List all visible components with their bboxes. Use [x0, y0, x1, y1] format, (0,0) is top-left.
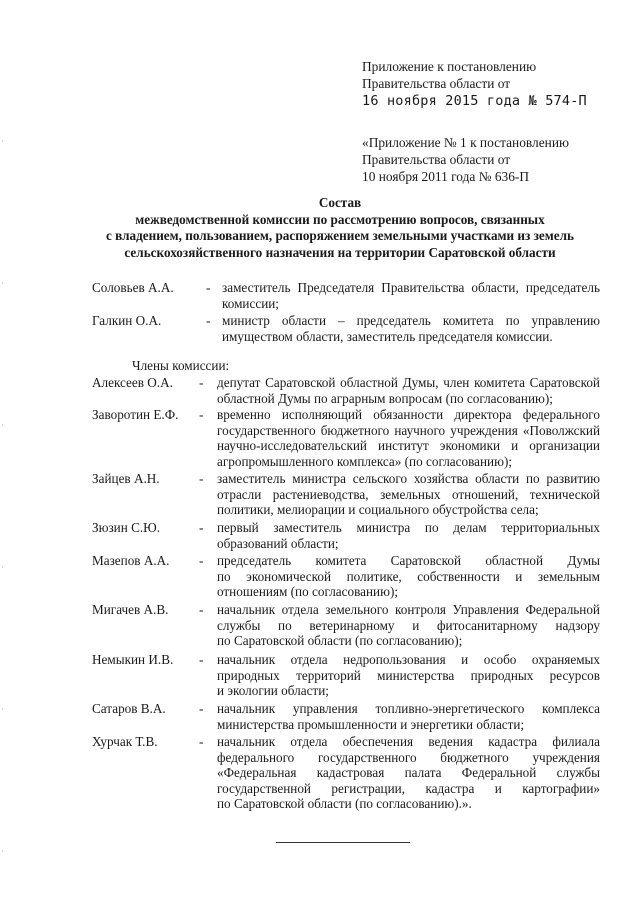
person-name: Сатаров В.А. [92, 701, 166, 716]
person-name: Немыкин И.В. [92, 652, 174, 667]
person-position [217, 553, 600, 600]
previous-appendix-line-2: Правительства области от [362, 152, 511, 167]
position-line: областной Думы по аграрным вопросам (по согласованию); [217, 390, 553, 406]
position-line: министерства промышленности и энергетики области; [217, 716, 525, 732]
closing-rule [276, 842, 410, 843]
position-line: природных территорий министерства природных ресурсов [217, 667, 600, 683]
person-position [217, 652, 600, 699]
dash-separator: - [199, 652, 204, 667]
dash-separator: - [206, 313, 211, 328]
dash-separator: - [206, 280, 211, 295]
dash-separator: - [199, 407, 204, 422]
position-line: начальник отдела земельного контроля Управления Федеральной [217, 602, 600, 617]
dash-separator: - [199, 520, 204, 535]
person-position [217, 375, 600, 406]
title-line-3: сельскохозяйственного назначения на территории Саратовской области [124, 244, 556, 260]
position-line: агропромышленного комплекса» (по согласованию); [217, 453, 513, 469]
position-line: государственного бюджетного научного учреждения «Поволжский [217, 422, 600, 438]
position-line: по Саратовской области (по согласованию).». [217, 796, 472, 812]
person-name: Галкин О.А. [92, 313, 162, 328]
position-line: «Федеральная кадастровая палата Федеральной службы [217, 765, 600, 781]
dash-separator: - [199, 375, 204, 390]
person-position [222, 280, 600, 311]
position-line: службы по ветеринарному и фитосанитарному надзору [217, 617, 600, 633]
dash-separator: - [199, 734, 204, 749]
title-heading: Состав [318, 195, 362, 210]
position-line: начальник управления топливно-энергетического комплекса [217, 701, 600, 716]
person-name: Соловьев А.А. [92, 280, 174, 295]
person-position [217, 734, 600, 812]
person-position [217, 602, 600, 649]
previous-appendix-header [362, 134, 569, 185]
position-line: по экономической политике, собственности и земельным [217, 568, 600, 584]
title-line-1: межведомственной комиссии по рассмотрению вопросов, связанных [135, 211, 545, 227]
document-title [80, 195, 600, 261]
position-line: комиссии; [222, 295, 279, 311]
person-name: Мигачев А.В. [92, 602, 169, 617]
person-position [217, 520, 600, 551]
position-line: научно-исследовательский институт экономики и организации [217, 438, 600, 454]
scan-margin-artifact [2, 0, 3, 905]
appendix-line-1: Приложение к постановлению [362, 59, 537, 74]
position-line: начальник отдела недропользования и особо охраняемых [217, 652, 600, 667]
position-line: образований области; [217, 535, 339, 551]
position-line: имуществом области, заместитель председателя комиссии. [222, 328, 553, 344]
person-name: Заворотин Е.Ф. [92, 407, 179, 422]
position-line: и экологии области; [217, 683, 329, 699]
position-line: депутат Саратовской областной Думы, член комитета Саратовской [217, 375, 600, 390]
position-line: временно исполняющий обязанности директора федерального [217, 407, 600, 422]
appendix-header [362, 58, 587, 110]
dash-separator: - [199, 602, 204, 617]
position-line: министр области – председатель комитета по управлению [222, 313, 600, 328]
position-line: первый заместитель министра по делам территориальных [217, 520, 600, 535]
person-position [217, 701, 600, 732]
person-name: Мазепов А.А. [92, 553, 170, 568]
previous-appendix-line-3: 10 ноября 2011 года № 636-П [362, 169, 530, 184]
appendix-line-2: Правительства области от [362, 76, 511, 91]
person-position [217, 471, 600, 518]
dash-separator: - [199, 471, 204, 486]
person-name: Зюзин С.Ю. [92, 520, 161, 535]
position-line: федерального государственного бюджетного учреждения [217, 749, 600, 765]
resolution-date-stamp: 16 ноября 2015 года № 574-П [362, 93, 587, 109]
person-name: Алексеев О.А. [92, 375, 173, 390]
position-line: заместитель министра сельского хозяйства области по развитию [217, 471, 600, 486]
position-line: государственной регистрации, кадастра и картографии» [217, 780, 600, 796]
title-line-2: с владением, пользованием, распоряжением земельными участками из земель [106, 228, 574, 243]
person-name: Хурчак Т.В. [92, 734, 158, 749]
position-line: заместитель Председателя Правительства области, председатель [222, 280, 600, 295]
dash-separator: - [199, 553, 204, 568]
person-position [222, 313, 600, 344]
person-position [217, 407, 600, 469]
previous-appendix-line-1: «Приложение № 1 к постановлению [362, 135, 569, 150]
position-line: политики, мелиорации и социального обустройства села; [217, 502, 539, 518]
person-name: Зайцев А.Н. [92, 471, 160, 486]
position-line: начальник отдела обеспечения ведения кадастра филиала [217, 734, 600, 749]
position-line: по Саратовской области (по согласованию); [217, 633, 463, 649]
members-heading: Члены комиссии: [132, 358, 230, 373]
position-line: председатель комитета Саратовской областной Думы [217, 553, 600, 568]
position-line: отрасли растениеводства, земельных отношений, технической [217, 486, 600, 502]
position-line: отношениям (по согласованию); [217, 584, 398, 600]
dash-separator: - [199, 701, 204, 716]
